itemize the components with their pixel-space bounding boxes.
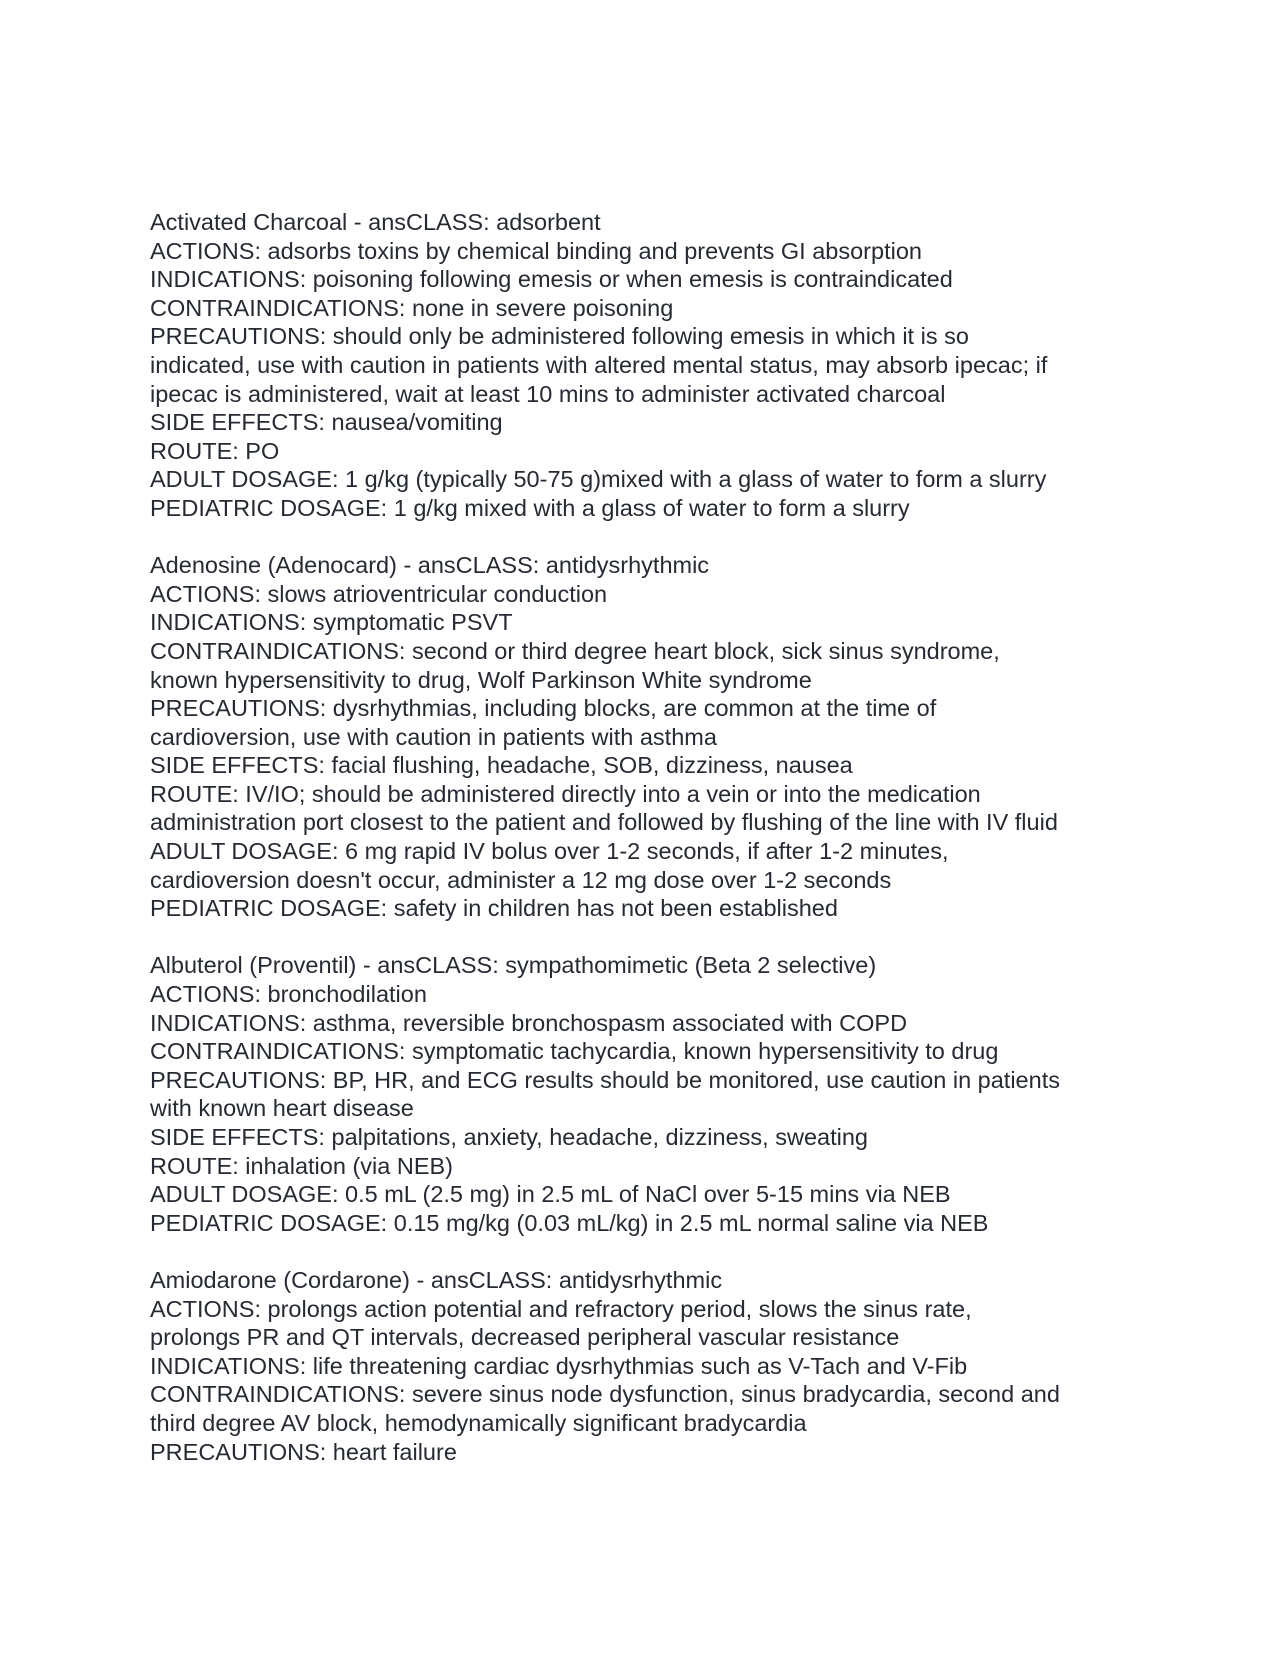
- actions-line: ACTIONS: bronchodilation: [150, 981, 427, 1008]
- route-line-cont: administration port closest to the patient and followed by flushing of the line with IV fluid: [150, 809, 1058, 836]
- route-line: ROUTE: PO: [150, 437, 280, 464]
- side-effects-line: SIDE EFFECTS: nausea/vomiting: [150, 409, 503, 436]
- indications-line: INDICATIONS: symptomatic PSVT: [150, 609, 513, 636]
- precautions-line-cont: indicated, use with caution in patients with altered mental status, may absorb ipecac; if: [150, 351, 1048, 378]
- side-effects-line: SIDE EFFECTS: palpitations, anxiety, headache, dizziness, sweating: [150, 1124, 868, 1150]
- drug-heading: Albuterol (Proventil) - ansCLASS: sympathomimetic (Beta 2 selective): [150, 952, 877, 979]
- contraindications-line: CONTRAINDICATIONS: symptomatic tachycardia, known hypersensitivity to drug: [150, 1038, 999, 1065]
- drug-entry-albuterol: [150, 951, 1150, 1237]
- precautions-line: PRECAUTIONS: dysrhythmias, including blocks, are common at the time of: [150, 695, 937, 722]
- indications-line: INDICATIONS: poisoning following emesis or when emesis is contraindicated: [150, 266, 953, 293]
- precautions-line-cont: cardioversion, use with caution in patients with asthma: [150, 723, 717, 750]
- precautions-line-cont: ipecac is administered, wait at least 10 mins to administer activated charcoal: [150, 380, 946, 407]
- precautions-line: PRECAUTIONS: heart failure: [150, 1438, 457, 1465]
- adult-dosage-line: ADULT DOSAGE: 0.5 mL (2.5 mg) in 2.5 mL of NaCl over 5-15 mins via NEB: [150, 1181, 951, 1208]
- drug-heading: Activated Charcoal - ansCLASS: adsorbent: [150, 209, 601, 235]
- contraindications-line: CONTRAINDICATIONS: severe sinus node dysfunction, sinus bradycardia, second and: [150, 1381, 1060, 1408]
- contraindications-line-cont: known hypersensitivity to drug, Wolf Parkinson White syndrome: [150, 666, 812, 693]
- adult-dosage-line: ADULT DOSAGE: 1 g/kg (typically 50-75 g)mixed with a glass of water to form a slurry: [150, 466, 1047, 493]
- precautions-line: PRECAUTIONS: BP, HR, and ECG results should be monitored, use caution in patients: [150, 1066, 1060, 1093]
- drug-entry-adenosine: [150, 551, 1150, 923]
- actions-line-cont: prolongs PR and QT intervals, decreased peripheral vascular resistance: [150, 1324, 900, 1351]
- drug-entry-amiodarone: [150, 1266, 1150, 1466]
- pediatric-dosage-line: PEDIATRIC DOSAGE: 1 g/kg mixed with a glass of water to form a slurry: [150, 494, 910, 521]
- precautions-line-cont: with known heart disease: [150, 1095, 414, 1122]
- actions-line: ACTIONS: adsorbs toxins by chemical binding and prevents GI absorption: [150, 237, 922, 264]
- adult-dosage-line: ADULT DOSAGE: 6 mg rapid IV bolus over 1-2 seconds, if after 1-2 minutes,: [150, 838, 949, 865]
- contraindications-line-cont: third degree AV block, hemodynamically significant bradycardia: [150, 1409, 807, 1436]
- pediatric-dosage-line: PEDIATRIC DOSAGE: safety in children has not been established: [150, 895, 838, 922]
- side-effects-line: SIDE EFFECTS: facial flushing, headache, SOB, dizziness, nausea: [150, 752, 853, 779]
- indications-line: INDICATIONS: life threatening cardiac dysrhythmias such as V-Tach and V-Fib: [150, 1352, 968, 1379]
- drug-heading: Adenosine (Adenocard) - ansCLASS: antidysrhythmic: [150, 552, 710, 579]
- contraindications-line: CONTRAINDICATIONS: none in severe poisoning: [150, 294, 674, 321]
- drug-heading: Amiodarone (Cordarone) - ansCLASS: antidysrhythmic: [150, 1266, 723, 1293]
- indications-line: INDICATIONS: asthma, reversible bronchospasm associated with COPD: [150, 1009, 908, 1036]
- actions-line: ACTIONS: slows atrioventricular conduction: [150, 580, 608, 607]
- route-line: ROUTE: IV/IO; should be administered directly into a vein or into the medication: [150, 780, 981, 807]
- contraindications-line: CONTRAINDICATIONS: second or third degree heart block, sick sinus syndrome,: [150, 637, 1000, 664]
- pediatric-dosage-line: PEDIATRIC DOSAGE: 0.15 mg/kg (0.03 mL/kg) in 2.5 mL normal saline via NEB: [150, 1209, 989, 1236]
- actions-line: ACTIONS: prolongs action potential and refractory period, slows the sinus rate,: [150, 1295, 972, 1322]
- precautions-line: PRECAUTIONS: should only be administered following emesis in which it is so: [150, 323, 969, 350]
- document-body: [150, 208, 1150, 1495]
- route-line: ROUTE: inhalation (via NEB): [150, 1152, 453, 1179]
- adult-dosage-line-cont: cardioversion doesn't occur, administer a 12 mg dose over 1-2 seconds: [150, 866, 892, 893]
- drug-entry-activated-charcoal: [150, 208, 1150, 523]
